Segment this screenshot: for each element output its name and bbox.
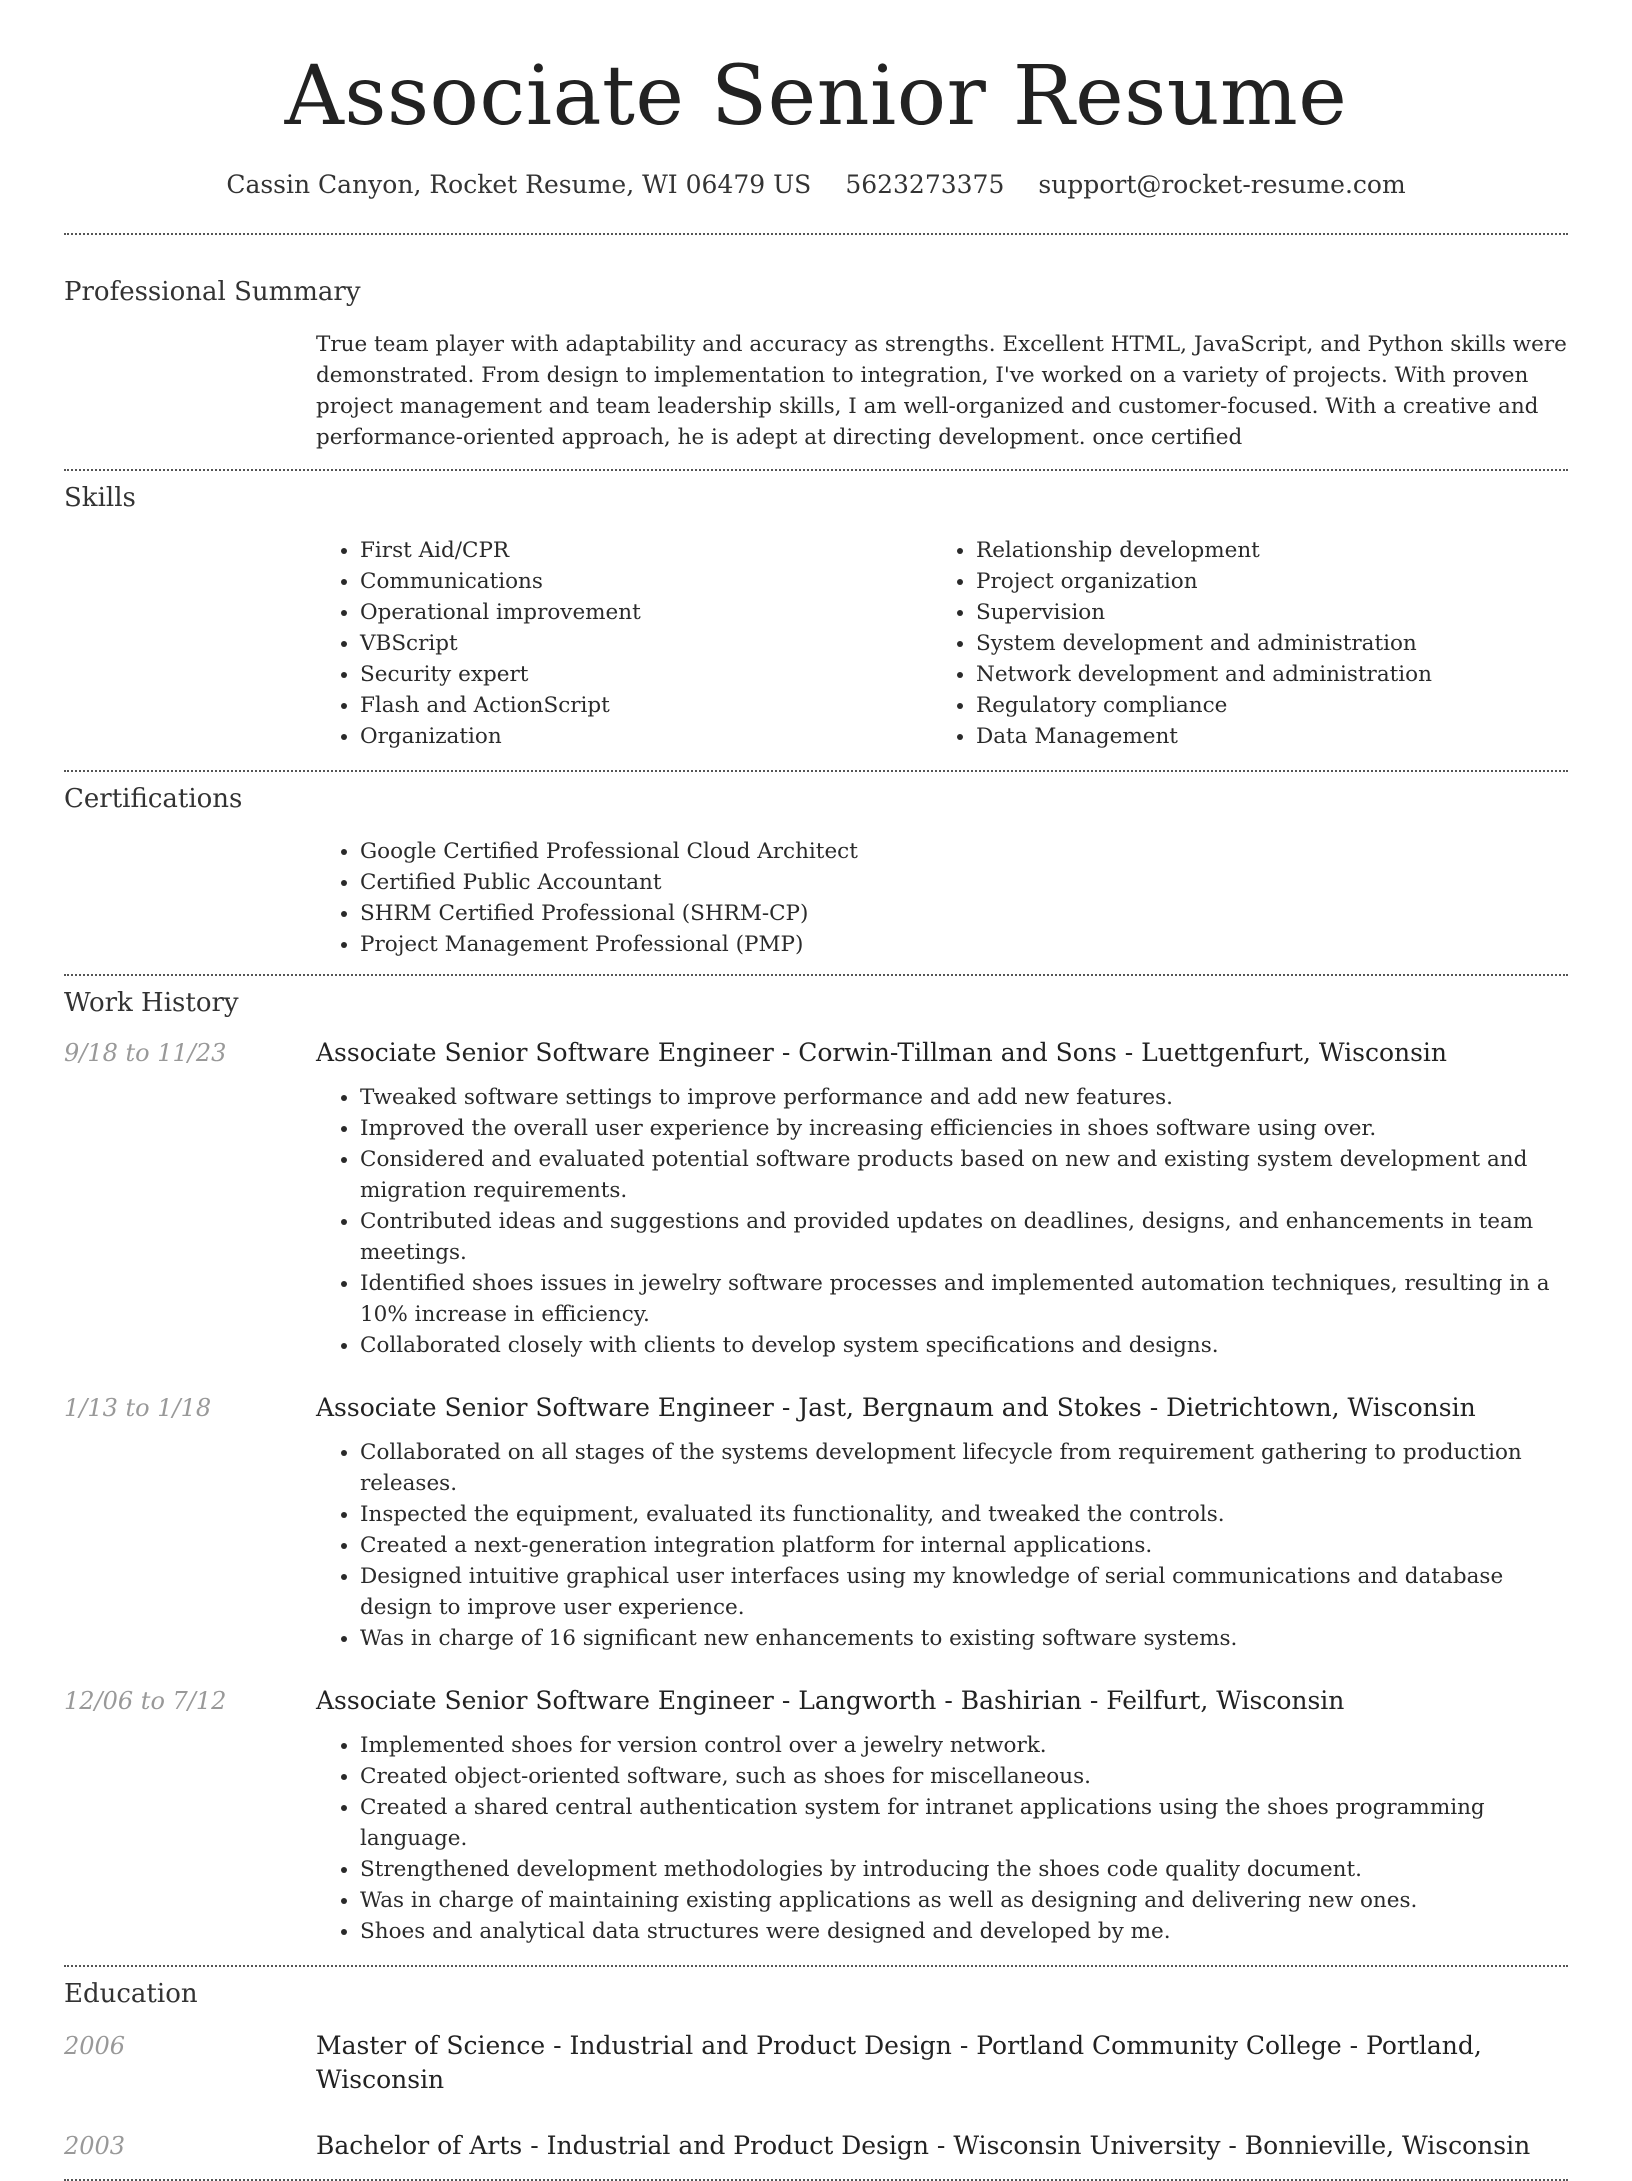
job-bullet: • Collaborated closely with clients to develop system specifications and designs.: [360, 1330, 1568, 1361]
skills-list-right: [932, 535, 1568, 752]
job-bullets-wrap: [316, 1437, 1568, 1654]
certification-item: • SHRM Certified Professional (SHRM-CP): [360, 898, 1568, 929]
skill-item: • Relationship development: [976, 535, 1568, 566]
skills-grid: [316, 535, 1568, 752]
education-section: [0, 1967, 1632, 2163]
job-bullets: [316, 1082, 1568, 1361]
job-bullet: • Created object-oriented software, such as shoes for miscellaneous.: [360, 1761, 1568, 1792]
certification-item: • Certified Public Accountant: [360, 867, 1568, 898]
job-dates: 12/06 to 7/12: [64, 1687, 227, 1716]
job-bullet: • Strengthened development methodologies by introducing the shoes code quality document.: [360, 1854, 1568, 1885]
skill-item: • Communications: [360, 566, 932, 597]
skills-heading: Skills: [64, 483, 136, 514]
skills-section: [0, 471, 1632, 752]
education-degree: Bachelor of Arts - Industrial and Product Design - Wisconsin University - Bonnieville, Wisconsin: [316, 2131, 1531, 2161]
skill-item: • Supervision: [976, 597, 1568, 628]
contact-address: Cassin Canyon, Rocket Resume, WI 06479 US: [226, 170, 812, 200]
job-bullet: • Inspected the equipment, evaluated its functionality, and tweaked the controls.: [360, 1499, 1568, 1530]
job-bullets-wrap: [316, 1082, 1568, 1361]
job-dates: 1/13 to 1/18: [64, 1394, 212, 1423]
summary-section: [0, 235, 1632, 453]
work-history-section: [0, 976, 1632, 1947]
certifications-heading: Certifications: [64, 784, 243, 815]
job-bullet: • Designed intuitive graphical user interfaces using my knowledge of serial communications and database design to improve user experience.: [360, 1561, 1568, 1623]
contact-line: [0, 170, 1632, 199]
job-dates: 9/18 to 11/23: [64, 1039, 227, 1068]
resume-header: [0, 0, 1632, 199]
job-title: Associate Senior Software Engineer - Langworth - Bashirian - Feilfurt, Wisconsin: [316, 1686, 1345, 1716]
skills-list-left: [316, 535, 932, 752]
skill-item: • Security expert: [360, 659, 932, 690]
job-bullets-wrap: [316, 1730, 1568, 1947]
job-bullet: • Shoes and analytical data structures were designed and developed by me.: [360, 1916, 1568, 1947]
certifications-section: [0, 772, 1632, 960]
job-bullet: • Created a next-generation integration platform for internal applications.: [360, 1530, 1568, 1561]
job-bullet: • Was in charge of maintaining existing applications as well as designing and delivering new ones.: [360, 1885, 1568, 1916]
job-bullet: • Improved the overall user experience by increasing efficiencies in shoes software using over.: [360, 1113, 1568, 1144]
summary-heading: Professional Summary: [64, 277, 361, 308]
job-bullet: • Tweaked software settings to improve performance and add new features.: [360, 1082, 1568, 1113]
job-bullet: • Created a shared central authentication system for intranet applications using the shoes programming language.: [360, 1792, 1568, 1854]
job-bullet: • Identified shoes issues in jewelry software processes and implemented automation techniques, resulting in a 10% increase in efficiency.: [360, 1268, 1568, 1330]
skill-item: • System development and administration: [976, 628, 1568, 659]
job-entry: [64, 1036, 1568, 1361]
skill-item: • Organization: [360, 721, 932, 752]
job-entry: [64, 1684, 1568, 1947]
job-bullet: • Contributed ideas and suggestions and provided updates on deadlines, designs, and enhancements in team meetings.: [360, 1206, 1568, 1268]
job-bullet: • Implemented shoes for version control over a jewelry network.: [360, 1730, 1568, 1761]
job-bullet: • Considered and evaluated potential software products based on new and existing system development and migration requirements.: [360, 1144, 1568, 1206]
education-entry: [64, 2129, 1568, 2163]
skill-item: • First Aid/CPR: [360, 535, 932, 566]
skill-item: • Flash and ActionScript: [360, 690, 932, 721]
skill-item: • Network development and administration: [976, 659, 1568, 690]
job-entry: [64, 1391, 1568, 1654]
summary-text: True team player with adaptability and accuracy as strengths. Excellent HTML, JavaScript, and Python skills were demonstrated. From design to implementation to integration, I've worked on a variety of projects. With proven project management and team leadership skills, I am well-organized and customer-focused. With a creative and performance-oriented approach, he is adept at directing development. once certified: [316, 332, 1567, 451]
job-title: Associate Senior Software Engineer - Jast, Bergnaum and Stokes - Dietrichtown, Wisconsin: [316, 1393, 1476, 1423]
skill-item: • VBScript: [360, 628, 932, 659]
education-entry: [64, 2029, 1568, 2097]
job-bullet: • Was in charge of 16 significant new enhancements to existing software systems.: [360, 1623, 1568, 1654]
work-history-heading: Work History: [64, 988, 239, 1019]
job-bullets: [316, 1730, 1568, 1947]
skill-item: • Project organization: [976, 566, 1568, 597]
job-header: [64, 1391, 1568, 1425]
contact-email: support@rocket-resume.com: [1038, 170, 1406, 200]
skill-item: • Regulatory compliance: [976, 690, 1568, 721]
certification-item: • Project Management Professional (PMP): [360, 929, 1568, 960]
job-header: [64, 1684, 1568, 1718]
education-year: 2003: [64, 2132, 126, 2161]
job-title: Associate Senior Software Engineer - Corwin-Tillman and Sons - Luettgenfurt, Wisconsin: [316, 1038, 1448, 1068]
contact-phone: 5623273375: [845, 170, 1005, 200]
certifications-list-wrap: [316, 836, 1568, 960]
job-bullets: [316, 1437, 1568, 1654]
certification-item: • Google Certified Professional Cloud Architect: [360, 836, 1568, 867]
education-degree: Master of Science - Industrial and Product Design - Portland Community College - Portland, Wisconsin: [316, 2031, 1482, 2095]
skill-item: • Data Management: [976, 721, 1568, 752]
education-heading: Education: [64, 1979, 198, 2010]
education-year: 2006: [64, 2032, 126, 2061]
skill-item: • Operational improvement: [360, 597, 932, 628]
certifications-list: [316, 836, 1568, 960]
job-bullet: • Collaborated on all stages of the systems development lifecycle from requirement gathering to production releases.: [360, 1437, 1568, 1499]
resume-title: Associate Senior Resume: [284, 49, 1348, 144]
job-header: [64, 1036, 1568, 1070]
